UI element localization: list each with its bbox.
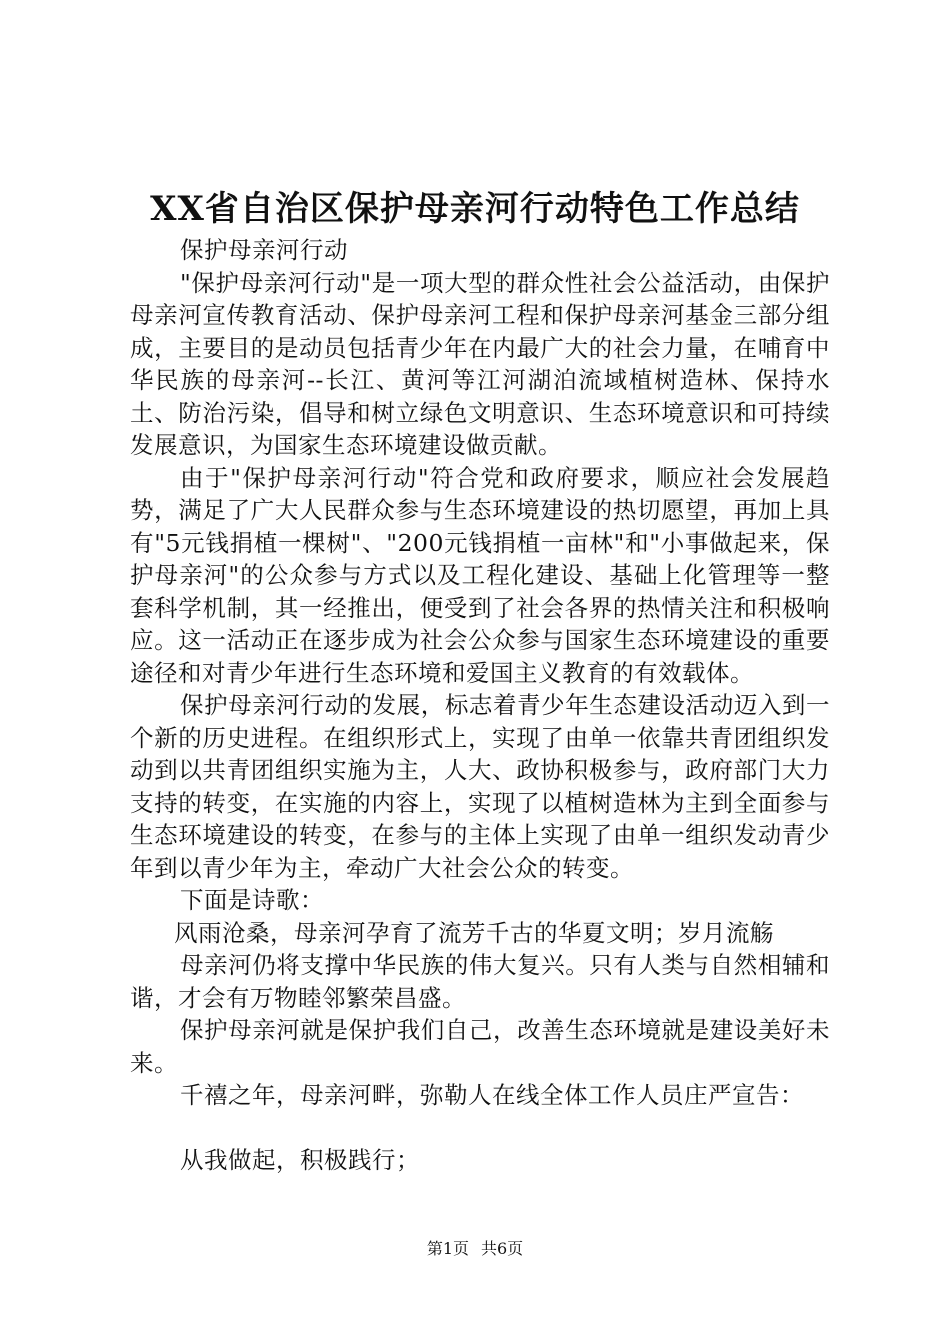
poem-line: 千禧之年，母亲河畔，弥勒人在线全体工作人员庄严宣告： [180,1081,804,1109]
paragraph-heading: 保护母亲河行动 [180,236,348,264]
poem-line: 从我做起，积极践行； [180,1145,420,1174]
document-body [130,234,830,1176]
page-number: 第1页 [426,1239,469,1258]
page-total: 共6页 [481,1239,524,1258]
paragraph: 由于"保护母亲河行动"符合党和政府要求，顺应社会发展趋势，满足了广大人民群众参与生态环境建设的热切愿望，再加上具有"5元钱捐植一棵树"、"200元钱捐植一亩林"和"小事做起来，保护母亲河"的公众参与方式以及工程化建设、基础上化管理等一整套科学机制，其一经推出，便受到了社会各界的热情关注和积极响应。这一活动正在逐步成为社会公众参与国家生态环境建设的重要途径和对青少年进行生态环境和爱国主义教育的有效载体。 [130,463,830,687]
poem-line: 保护母亲河就是保护我们自己，改善生态环境就是建设美好未来。 [130,1016,830,1077]
document-title: XX省自治区保护母亲河行动特色工作总结 [150,189,800,229]
poem-line: 母亲河仍将支撑中华民族的伟大复兴。只有人类与自然相辅和谐，才会有万物睦邻繁荣昌盛。 [130,951,830,1012]
page-footer [0,1238,950,1260]
paragraph: 保护母亲河行动的发展，标志着青少年生态建设活动迈入到一个新的历史进程。在组织形式上，实现了由单一依靠共青团组织发动到以共青团组织实施为主，人大、政协积极参与，政府部门大力支持的转变，在实施的内容上，实现了以植树造林为主到全面参与生态环境建设的转变，在参与的主体上实现了由单一组织发动青少年到以青少年为主，牵动广大社会公众的转变。 [130,691,830,882]
paragraph: "保护母亲河行动"是一项大型的群众性社会公益活动，由保护母亲河宣传教育活动、保护母亲河工程和保护母亲河基金三部分组成，主要目的是动员包括青少年在内最广大的社会力量，在哺育中华民族的母亲河--长江、黄河等江河湖泊流域植树造林、保持水土、防治污染，倡导和树立绿色文明意识、生态环境意识和可持续发展意识，为国家生态环境建设做贡献。 [130,268,830,459]
poem-line: 风雨沧桑，母亲河孕育了流芳千古的华夏文明；岁月流觞 [174,918,774,947]
paragraph: 下面是诗歌： [180,886,324,914]
